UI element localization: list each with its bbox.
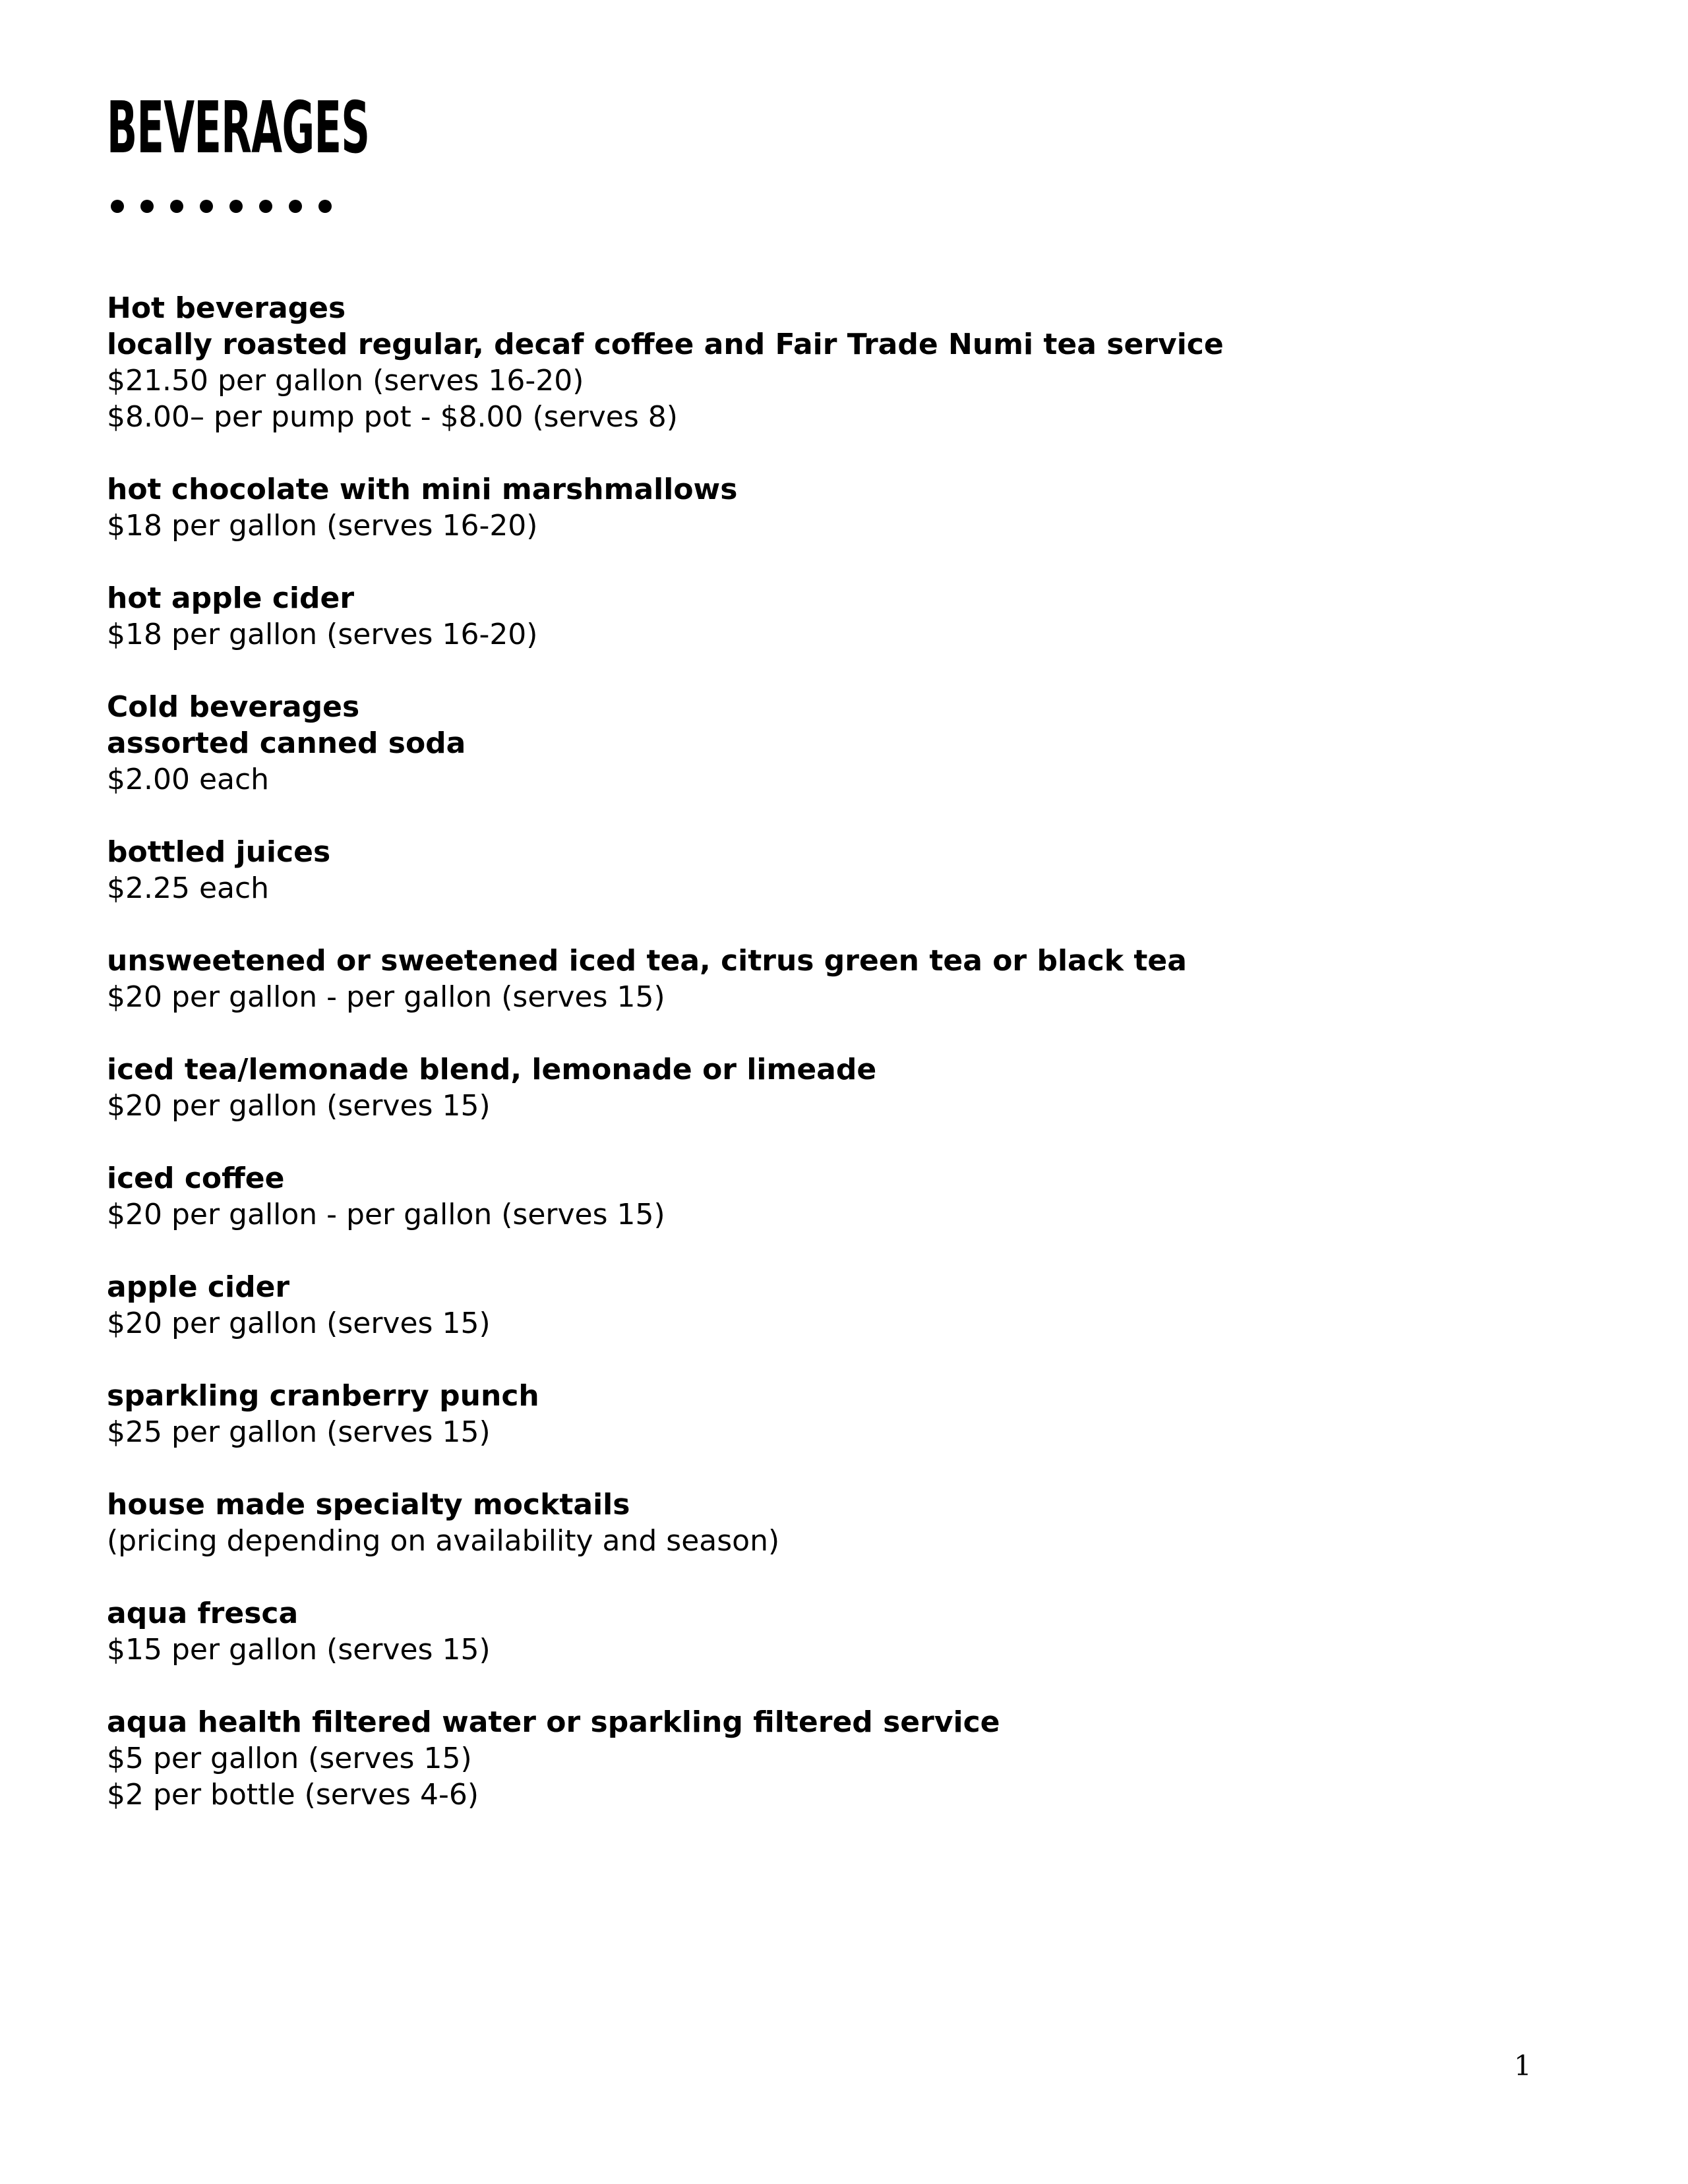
item-price: $15 per gallon (serves 15) (107, 1633, 491, 1667)
item-name: assorted canned soda (107, 726, 466, 760)
item-name: hot chocolate with mini marshmallows (107, 473, 738, 506)
item-price: $20 per gallon (serves 15) (107, 1307, 491, 1340)
item-price: $5 per gallon (serves 15) (107, 1742, 472, 1775)
item-name: apple cider (107, 1270, 290, 1304)
item-price: $2 per bottle (serves 4-6) (107, 1778, 479, 1812)
dot-ornament (318, 200, 332, 213)
item-price: $25 per gallon (serves 15) (107, 1415, 491, 1449)
menu-item (107, 580, 1557, 653)
section-cold-beverages (107, 689, 1557, 1813)
menu-item (107, 1051, 1557, 1124)
beverage-menu (107, 290, 1557, 1813)
item-name: iced coffee (107, 1162, 285, 1195)
item-name: unsweetened or sweetened iced tea, citrus green tea or black tea (107, 944, 1187, 978)
menu-item (107, 725, 1557, 798)
section-heading: Cold beverages (107, 690, 360, 724)
menu-item (107, 943, 1557, 1015)
item-price: $20 per gallon - per gallon (serves 15) (107, 980, 665, 1014)
dot-ornament (200, 200, 213, 213)
item-name: house made specialty mocktails (107, 1488, 630, 1521)
dot-ornament (170, 200, 183, 213)
menu-item (107, 1269, 1557, 1342)
item-name: sparkling cranberry punch (107, 1379, 539, 1413)
menu-item (107, 1704, 1557, 1813)
item-price: $20 per gallon (serves 15) (107, 1089, 491, 1123)
item-name: hot apple cider (107, 581, 355, 615)
dot-ornament (259, 200, 272, 213)
item-name: locally roasted regular, decaf coffee and Fair Trade Numi tea service (107, 328, 1224, 361)
menu-item (107, 834, 1557, 906)
item-price: $18 per gallon (serves 16-20) (107, 618, 538, 651)
dot-ornament (111, 200, 124, 213)
item-name: aqua fresca (107, 1597, 299, 1630)
item-price: $2.00 each (107, 763, 270, 796)
page-number: 1 (1514, 2050, 1532, 2082)
menu-item (107, 471, 1557, 544)
section-heading: Hot beverages (107, 291, 346, 325)
menu-item (107, 1160, 1557, 1233)
item-price: (pricing depending on availability and season) (107, 1524, 780, 1558)
menu-item (107, 1595, 1557, 1668)
item-price: $8.00– per pump pot - $8.00 (serves 8) (107, 400, 678, 434)
dot-ornament (229, 200, 243, 213)
menu-item (107, 1487, 1557, 1559)
item-name: aqua health filtered water or sparkling filtered service (107, 1705, 1000, 1739)
dot-ornament (289, 200, 302, 213)
menu-item (107, 1378, 1557, 1450)
dot-ornament (140, 200, 154, 213)
item-price: $18 per gallon (serves 16-20) (107, 509, 538, 543)
item-name: iced tea/lemonade blend, lemonade or limeade (107, 1053, 877, 1086)
item-name: bottled juices (107, 835, 331, 869)
dot-divider (111, 200, 348, 213)
item-price: $2.25 each (107, 871, 270, 905)
page-title: BEVERAGES (107, 87, 370, 169)
menu-item (107, 326, 1557, 435)
section-hot-beverages (107, 290, 1557, 689)
item-price: $21.50 per gallon (serves 16-20) (107, 364, 584, 398)
item-price: $20 per gallon - per gallon (serves 15) (107, 1198, 665, 1231)
